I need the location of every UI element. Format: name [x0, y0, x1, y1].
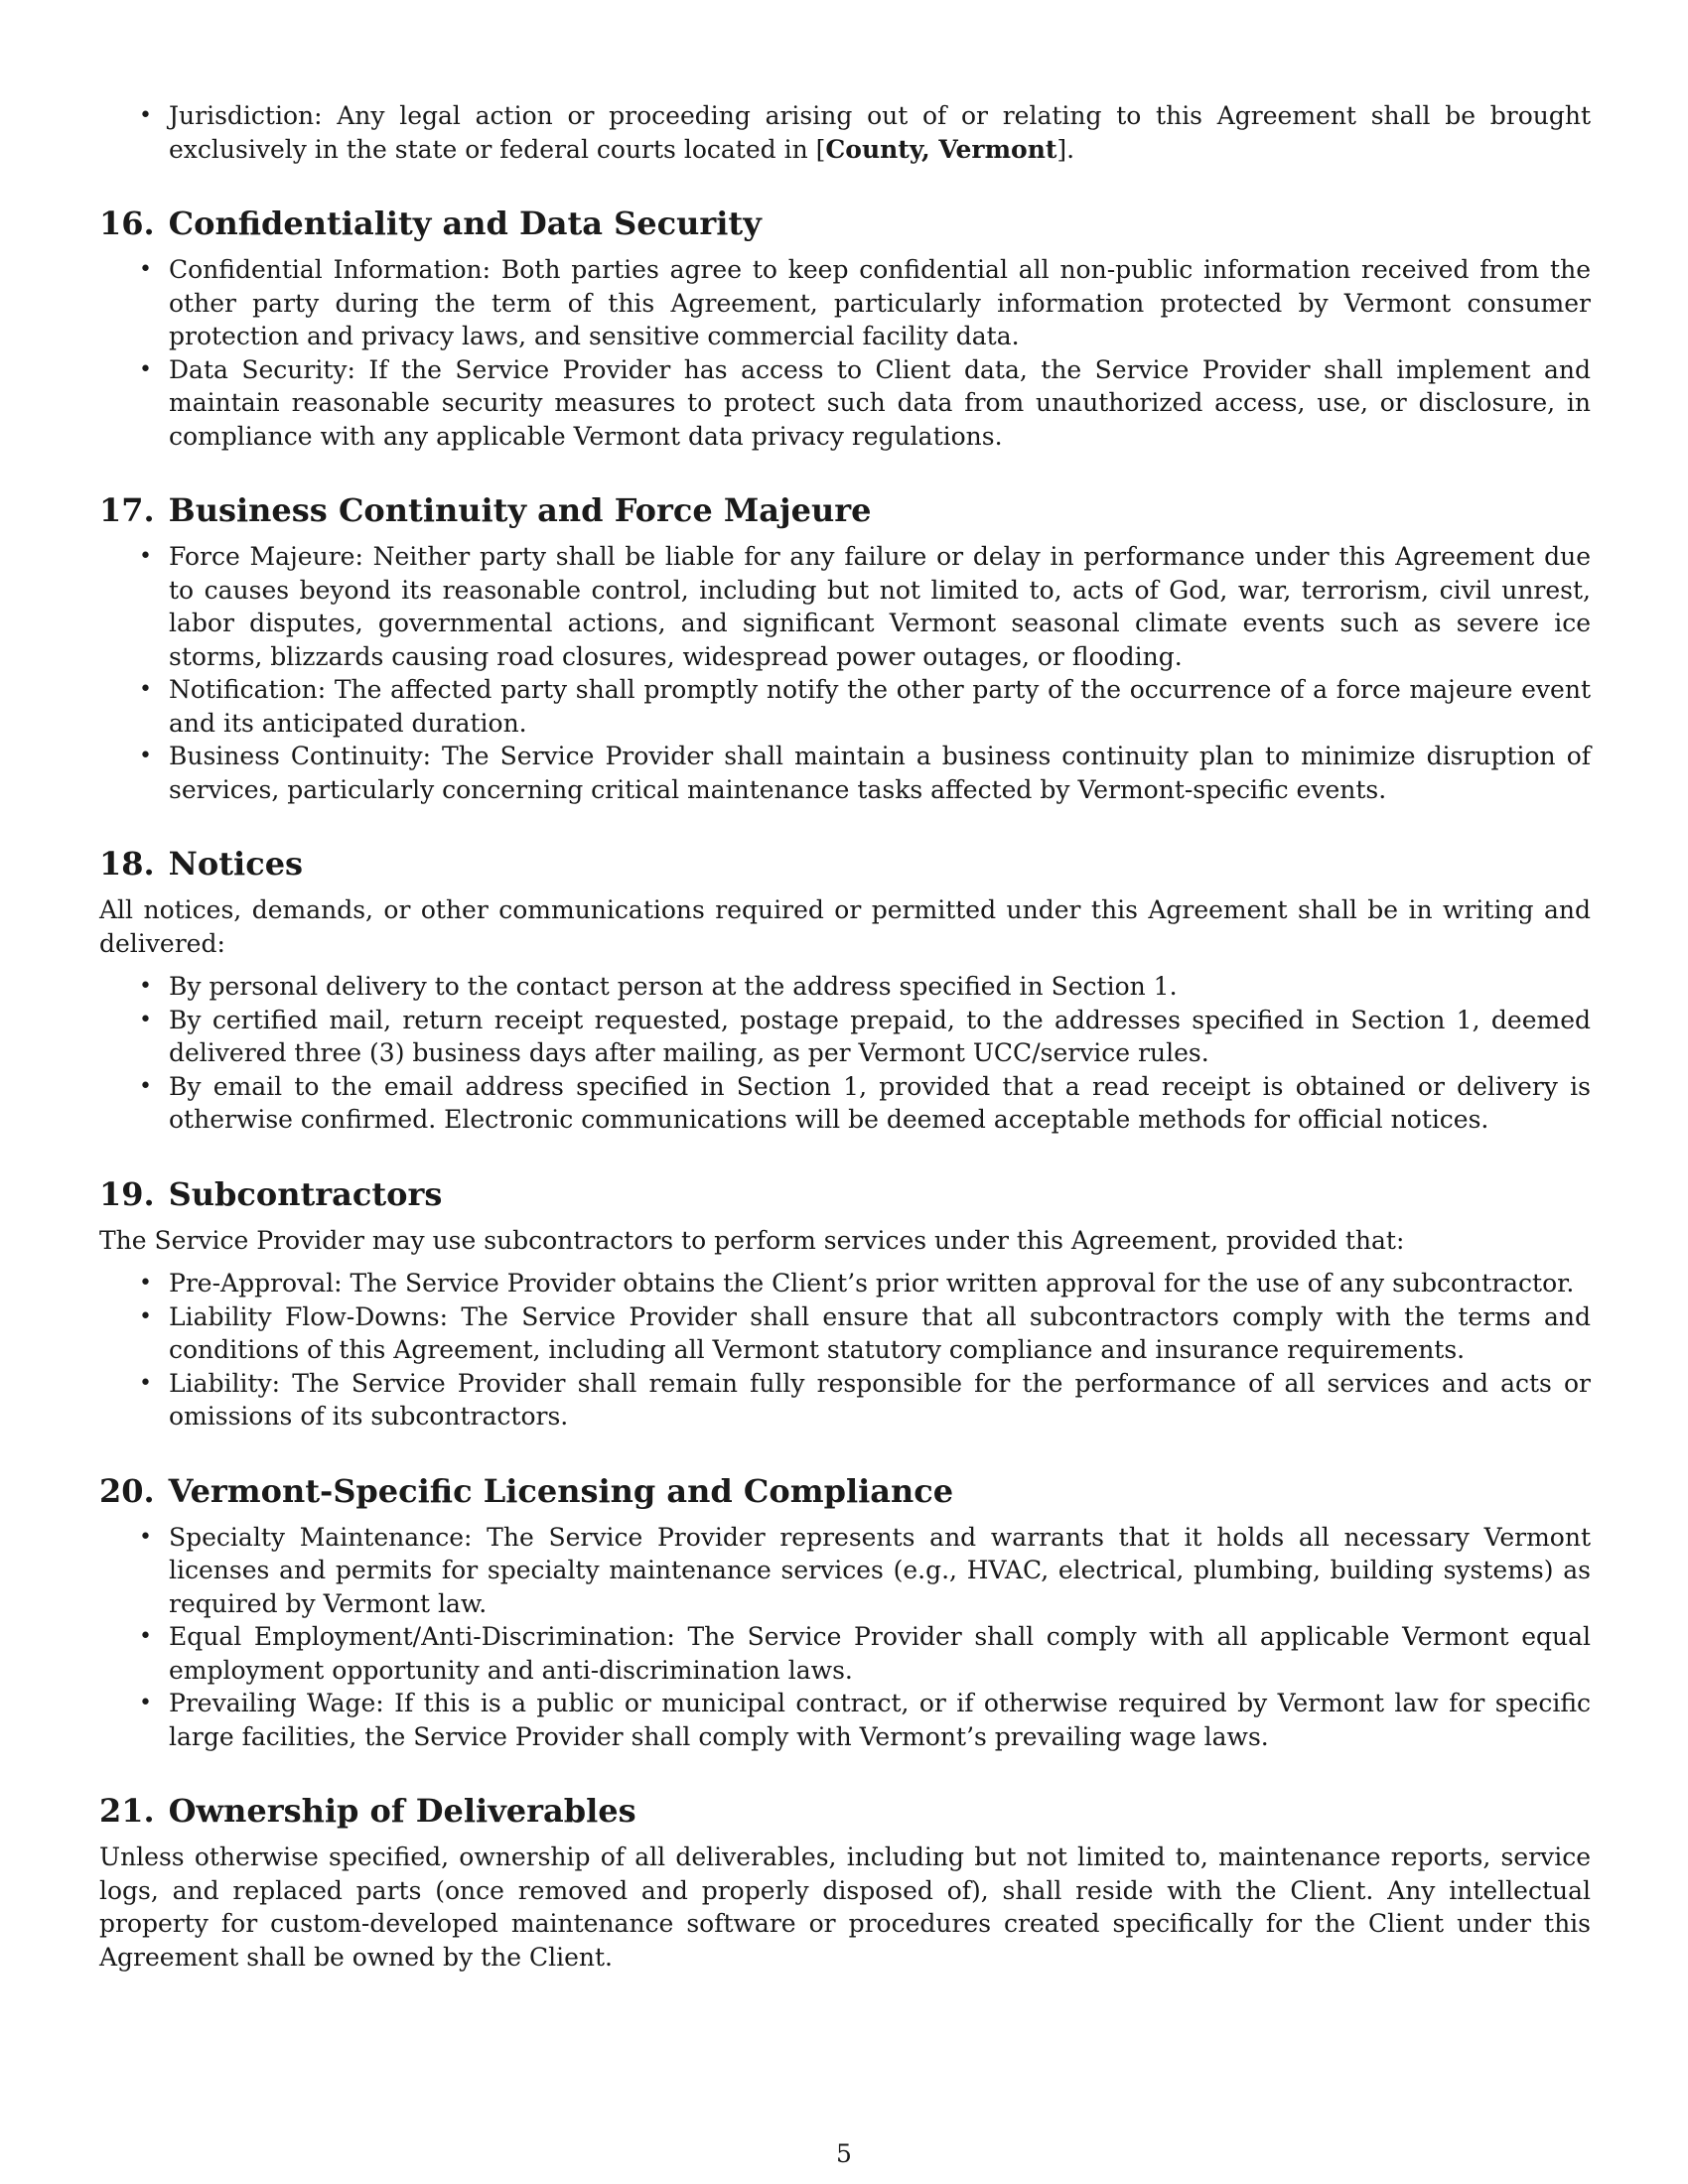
section-19-intro: The Service Provider may use subcontractors to perform services under this Agreement, provided that: — [99, 1225, 1405, 1255]
bullet-bold-text: County, Vermont — [825, 134, 1057, 164]
bullet-icon: • — [139, 1073, 152, 1099]
bullet-icon: • — [139, 257, 152, 282]
list-item — [99, 1687, 1591, 1753]
bullet-icon: • — [139, 1271, 152, 1296]
list-item — [99, 353, 1591, 454]
bullet-text: By personal delivery to the contact person at the address specified in Section 1. — [169, 972, 1178, 1001]
bullet-icon: • — [139, 1303, 152, 1329]
section-title: Ownership of Deliverables — [168, 1792, 636, 1830]
bullet-text: Force Majeure: Neither party shall be liable for any failure or delay in performance under this Agreement due to causes beyond its reasonable control, including but not limited to, acts of God, war, terrorism, civil unrest, labor disputes, governmental actions, and significant Vermont seasonal climate events such as severe ice storms, blizzards causing road closures, widespread power outages, or flooding. — [169, 542, 1591, 671]
section-heading-17 — [99, 490, 1591, 530]
section-17-list — [99, 540, 1591, 806]
bullet-icon: • — [139, 974, 152, 999]
bullet-icon: • — [139, 1691, 152, 1715]
bullet-icon: • — [139, 677, 152, 702]
section-number: 20. — [99, 1471, 155, 1510]
section-16-list — [99, 253, 1591, 453]
list-item — [99, 1521, 1591, 1621]
section-number: 17. — [99, 491, 155, 529]
page-content — [99, 99, 1591, 1974]
bullet-text: Notification: The affected party shall promptly notify the other party of the occurrence of a force majeure event and its anticipated duration. — [169, 675, 1591, 738]
list-item — [99, 970, 1591, 1004]
section-number: 19. — [99, 1174, 155, 1213]
section-19-list — [99, 1267, 1591, 1433]
bullet-text: Liability Flow-Downs: The Service Provider shall ensure that all subcontractors comply with the terms and conditions of this Agreement, including all Vermont statutory compliance and insurance requirements. — [169, 1301, 1591, 1364]
bullet-icon: • — [139, 1624, 152, 1649]
list-item — [99, 99, 1591, 166]
bullet-text: ]. — [1056, 134, 1075, 164]
section-number: 16. — [99, 205, 155, 242]
bullet-text: Pre-Approval: The Service Provider obtains the Client’s prior written approval for the use of any subcontractor. — [169, 1269, 1575, 1297]
bullet-text: Jurisdiction: Any legal action or proceeding arising out of or relating to this Agreement shall be brought exclusively in the state or federal courts located in [ — [169, 101, 1591, 164]
list-item — [99, 740, 1591, 806]
list-item — [99, 1300, 1591, 1367]
section-title: Confidentiality and Data Security — [168, 205, 762, 242]
section-heading-16 — [99, 204, 1591, 243]
section-heading-18 — [99, 844, 1591, 884]
section-18-intro: All notices, demands, or other communications required or permitted under this Agreement shall be in writing and delivered: — [99, 895, 1591, 958]
list-item — [99, 540, 1591, 673]
bullet-text: By certified mail, return receipt requested, postage prepaid, to the addresses specified in Section 1, deemed delivered three (3) business days after mailing, as per Vermont UCC/service rules. — [169, 1005, 1591, 1067]
section-18-list — [99, 970, 1591, 1137]
list-item — [99, 673, 1591, 740]
bullet-icon: • — [139, 1524, 152, 1550]
list-item — [99, 1620, 1591, 1687]
bullet-text: Business Continuity: The Service Provider shall maintain a business continuity plan to minimize disruption of services, particularly concerning critical maintenance tasks affected by Vermont-specific events. — [169, 742, 1591, 804]
bullet-icon: • — [139, 356, 152, 382]
list-item — [99, 253, 1591, 353]
section-title: Business Continuity and Force Majeure — [168, 491, 872, 529]
section-heading-20 — [99, 1471, 1591, 1511]
bullet-text: Data Security: If the Service Provider has access to Client data, the Service Provider shall implement and maintain reasonable security measures to protect such data from unauthorized access, use, or disclosure, in compliance with any applicable Vermont data privacy regulations. — [169, 354, 1591, 451]
list-item — [99, 1267, 1591, 1300]
bullet-text: Confidential Information: Both parties agree to keep confidential all non-public information received from the other party during the term of this Agreement, particularly information protected by Vermont consumer protection and privacy laws, and sensitive commercial facility data. — [169, 255, 1591, 350]
bullet-text: Equal Employment/Anti-Discrimination: The Service Provider shall comply with all applicable Vermont equal employment opportunity and anti-discrimination laws. — [169, 1622, 1591, 1685]
bullet-icon: • — [139, 1007, 152, 1032]
bullet-text: By email to the email address specified in Section 1, provided that a read receipt is obtained or delivery is otherwise confirmed. Electronic communications will be deemed acceptable methods for official notices. — [169, 1071, 1591, 1134]
bullet-text: Specialty Maintenance: The Service Provider represents and warrants that it holds all necessary Vermont licenses and permits for specialty maintenance services (e.g., HVAC, electrical, plumbing, building systems) as required by Vermont law. — [169, 1522, 1591, 1618]
bullet-icon: • — [139, 544, 152, 569]
bullet-text: Prevailing Wage: If this is a public or municipal contract, or if otherwise required by Vermont law for specific large facilities, the Service Provider shall comply with Vermont’s prevailing wage laws. — [169, 1689, 1591, 1751]
page-number: 5 — [836, 2139, 852, 2168]
section-title: Subcontractors — [168, 1174, 443, 1213]
list-item — [99, 1004, 1591, 1070]
section-21-body: Unless otherwise specified, ownership of all deliverables, including but not limited to, maintenance reports, service logs, and replaced parts (once removed and properly disposed of), shall reside with the Client. Any intellectual property for custom-developed maintenance software or procedures created specifically for the Client under this Agreement shall be owned by the Client. — [99, 1843, 1591, 1972]
section-heading-19 — [99, 1174, 1591, 1214]
bullet-icon: • — [139, 1370, 152, 1396]
list-item — [99, 1070, 1591, 1137]
section-20-list — [99, 1521, 1591, 1754]
section-title: Notices — [168, 845, 304, 883]
list-item — [99, 1367, 1591, 1433]
bullet-icon: • — [139, 103, 152, 128]
bullet-icon: • — [139, 744, 152, 768]
section-heading-21 — [99, 1791, 1591, 1831]
section-title: Vermont-Specific Licensing and Compliance — [168, 1471, 954, 1510]
section-number: 21. — [99, 1792, 155, 1830]
jurisdiction-list — [99, 99, 1591, 166]
section-number: 18. — [99, 845, 155, 883]
bullet-text: Liability: The Service Provider shall remain fully responsible for the performance of all services and acts or omissions of its subcontractors. — [169, 1368, 1591, 1431]
